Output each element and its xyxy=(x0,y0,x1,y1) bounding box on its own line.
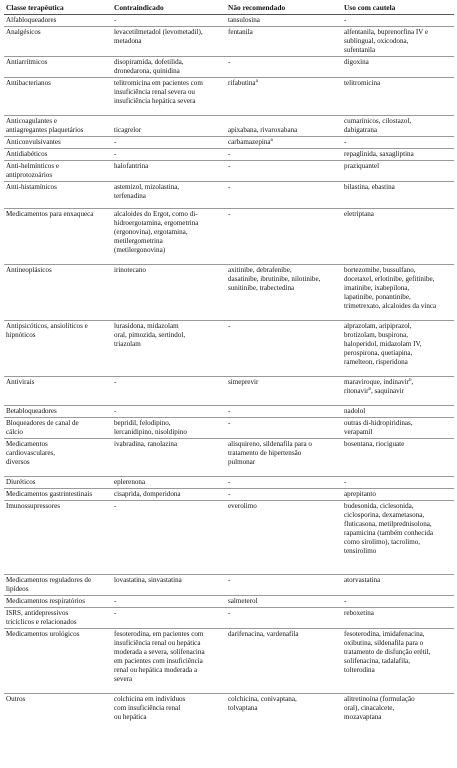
cell-text-line: diversos xyxy=(6,458,30,466)
cell-use-with-caution xyxy=(342,489,454,501)
cell-contraindicated xyxy=(112,608,226,629)
cell-text-line: severa xyxy=(114,675,133,683)
table-row xyxy=(4,57,454,78)
cell-text-line: - xyxy=(114,16,117,24)
cell-text-line: budesonida, ciclesonida, xyxy=(344,502,414,510)
cell-not-recommended xyxy=(226,596,342,608)
table-row xyxy=(4,116,454,137)
table-row xyxy=(4,489,454,501)
cell-text-line: oxibutina, sildenafila para o xyxy=(344,639,424,647)
cell-text-line: - xyxy=(114,407,117,415)
cell-text-line: fesoterodina, em pacientes com xyxy=(114,630,204,638)
table-row xyxy=(4,608,454,629)
cell-text-line: haloperidol, midazolam IV, xyxy=(344,340,422,348)
table-row xyxy=(4,149,454,161)
cell-contraindicated xyxy=(112,182,226,209)
cell-contraindicated xyxy=(112,15,226,27)
cell-text-line: bortezomibe, bussulfano, xyxy=(344,266,416,274)
cell-text-line: atorvastatina xyxy=(344,576,381,584)
cell-text-line: insuficiência renal severa ou xyxy=(114,88,195,96)
cell-contraindicated xyxy=(112,137,226,149)
cell-text-line: fesoterodina, imidafenacina, xyxy=(344,630,425,638)
header-use-with-caution: Uso com cautela xyxy=(342,2,454,15)
cell-text-line: Anti-helmínticos e xyxy=(6,162,59,170)
table-row xyxy=(4,439,454,477)
cell-therapeutic-class xyxy=(4,608,112,629)
cell-contraindicated xyxy=(112,321,226,377)
cell-text-line: reboxetina xyxy=(344,609,374,617)
cell-text-line: oral, pimozida, sertindol, xyxy=(114,331,186,339)
table-row xyxy=(4,501,454,575)
cell-therapeutic-class xyxy=(4,15,112,27)
cell-use-with-caution xyxy=(342,15,454,27)
cell-text-line: antiagregantes plaquetários xyxy=(6,126,84,134)
cell-text-line: simeprevir xyxy=(228,378,259,386)
table-row xyxy=(4,418,454,439)
cell-use-with-caution xyxy=(342,265,454,321)
cell-contraindicated xyxy=(112,501,226,575)
cell-therapeutic-class xyxy=(4,575,112,596)
cell-therapeutic-class xyxy=(4,149,112,161)
cell-text-line: everolimo xyxy=(228,502,257,510)
cell-text-line: oral), cinacalcete, xyxy=(344,704,395,712)
cell-not-recommended xyxy=(226,161,342,182)
cell-text-line: - xyxy=(228,210,231,218)
cell-not-recommended xyxy=(226,137,342,149)
cell-contraindicated xyxy=(112,149,226,161)
cell-use-with-caution xyxy=(342,116,454,137)
cell-not-recommended xyxy=(226,377,342,406)
cell-contraindicated xyxy=(112,418,226,439)
cell-text-line: Antineoplásicos xyxy=(6,266,52,274)
cell-text-line: verapamil xyxy=(344,428,373,436)
cell-text-line: Medicamentos xyxy=(6,440,48,448)
cell-text-line: carbamazepina$^a$ xyxy=(228,138,273,146)
cell-therapeutic-class xyxy=(4,116,112,137)
cell-text-line: Medicamentos para enxaqueca xyxy=(6,210,94,218)
cell-not-recommended xyxy=(226,418,342,439)
cell-therapeutic-class xyxy=(4,137,112,149)
cell-text-line: halofantrina xyxy=(114,162,149,170)
cell-text-line: colchicina, conivaptana, xyxy=(228,695,297,703)
cell-text-line: ivabradina, ranolazina xyxy=(114,440,178,448)
cell-text-line: - xyxy=(344,478,347,486)
cell-text-line: cardiovasculares, xyxy=(6,449,56,457)
cell-text-line: Anticoagulantes e xyxy=(6,117,58,125)
cell-text-line: - xyxy=(114,609,117,617)
cell-text-line: Antidiabéticos xyxy=(6,150,48,158)
cell-text-line: eplerenona xyxy=(114,478,146,486)
cell-text-line: alcaloides do Ergot, como di- xyxy=(114,210,198,218)
cell-therapeutic-class xyxy=(4,78,112,116)
cell-use-with-caution xyxy=(342,418,454,439)
cell-text-line: com insuficiência renal xyxy=(114,704,181,712)
cell-text-line: telitromicina em pacientes com xyxy=(114,79,203,87)
cell-text-line: - xyxy=(344,138,347,146)
cell-text-line: levacetilmetadol (levometadil), xyxy=(114,28,203,36)
cell-use-with-caution xyxy=(342,596,454,608)
cell-text-line: praziquantel xyxy=(344,162,380,170)
cell-text-line: lurasidona, midazolam xyxy=(114,322,179,330)
cell-therapeutic-class xyxy=(4,418,112,439)
cell-not-recommended xyxy=(226,182,342,209)
cell-text-line: imatinibe, ixabepilona, xyxy=(344,284,410,292)
cell-not-recommended xyxy=(226,406,342,418)
cell-use-with-caution xyxy=(342,321,454,377)
cell-text-line: Medicamentos reguladores de xyxy=(6,576,92,584)
cell-contraindicated xyxy=(112,377,226,406)
cell-text-line: - xyxy=(344,597,347,605)
cell-use-with-caution xyxy=(342,608,454,629)
cell-text-line: dabigatrana xyxy=(344,126,378,134)
cell-text-line: - xyxy=(114,150,117,158)
cell-text-line: sunitinibe, trabectedina xyxy=(228,284,295,292)
cell-contraindicated xyxy=(112,439,226,477)
cell-contraindicated xyxy=(112,406,226,418)
cell-text-line: eletriptana xyxy=(344,210,374,218)
cell-not-recommended xyxy=(226,501,342,575)
table-row xyxy=(4,575,454,596)
table-row xyxy=(4,27,454,57)
footnote-marker: a xyxy=(270,138,273,143)
cell-text-line: astemizol, mizolastina, xyxy=(114,183,180,191)
cell-text-line: telitromicina xyxy=(344,79,381,87)
cell-therapeutic-class xyxy=(4,596,112,608)
cell-text-line: moderada a severa, solifenacina xyxy=(114,648,205,656)
cell-text-line: hidroergotamina, ergometrina xyxy=(114,219,199,227)
footnote-marker: b xyxy=(368,387,371,392)
cell-text-line: trimetrexato, alcaloides da vinca xyxy=(344,302,437,310)
cell-not-recommended xyxy=(226,78,342,116)
cell-use-with-caution xyxy=(342,182,454,209)
cell-therapeutic-class xyxy=(4,27,112,57)
cell-text-line: - xyxy=(228,322,231,330)
cell-use-with-caution xyxy=(342,501,454,575)
cell-text-line: como sirolimo), tacrolimo, xyxy=(344,538,421,546)
cell-text-line: Medicamentos gastrintestinais xyxy=(6,490,93,498)
cell-text-line: - xyxy=(114,378,117,386)
cell-therapeutic-class xyxy=(4,377,112,406)
cell-text-line: cisaprida, domperidona xyxy=(114,490,181,498)
cell-use-with-caution xyxy=(342,161,454,182)
cell-text-line: darifenacina, vardenafila xyxy=(228,630,299,638)
cell-not-recommended xyxy=(226,15,342,27)
cell-text-line xyxy=(228,117,340,126)
cell-text-line: cálcio xyxy=(6,428,23,436)
cell-text-line: Anti-histamínicos xyxy=(6,183,57,191)
cell-text-line: Antibacterianos xyxy=(6,79,51,87)
cell-therapeutic-class xyxy=(4,694,112,732)
cell-text-line: rapamicina (também conhecida xyxy=(344,529,434,537)
cell-contraindicated xyxy=(112,57,226,78)
cell-not-recommended xyxy=(226,575,342,596)
cell-text-line: - xyxy=(228,183,231,191)
cell-therapeutic-class xyxy=(4,209,112,265)
cell-text-line: (ergonovina), ergotamina, xyxy=(114,228,188,236)
cell-text-line: - xyxy=(228,478,231,486)
cell-text-line: Antipsicóticos, ansiolíticos e xyxy=(6,322,88,330)
cell-text-line: - xyxy=(114,597,117,605)
cell-text-line: terfenadina xyxy=(114,192,146,200)
cell-text-line: Medicamentos respiratórios xyxy=(6,597,85,605)
cell-text-line: - xyxy=(228,576,231,584)
header-not-recommended: Não recomendado xyxy=(226,2,342,15)
cell-not-recommended xyxy=(226,608,342,629)
cell-use-with-caution xyxy=(342,439,454,477)
cell-text-line: Antiarrítmicos xyxy=(6,58,48,66)
cell-text-line: bosentana, riociguate xyxy=(344,440,405,448)
cell-text-line: solifenacina, tadalafila, xyxy=(344,657,410,665)
cell-not-recommended xyxy=(226,116,342,137)
cell-contraindicated xyxy=(112,694,226,732)
cell-text-line: Imunossupressores xyxy=(6,502,60,510)
cell-use-with-caution xyxy=(342,477,454,489)
cell-text-line: outras di-hidropiridinas, xyxy=(344,419,413,427)
cell-text-line: alfentanila, buprenorfina IV e xyxy=(344,28,429,36)
cell-not-recommended xyxy=(226,27,342,57)
cell-text-line: triazolam xyxy=(114,340,141,348)
cell-text-line: salmeterol xyxy=(228,597,258,605)
cell-contraindicated xyxy=(112,116,226,137)
cell-text-line: ramelteon, risperidona xyxy=(344,358,408,366)
cell-therapeutic-class xyxy=(4,439,112,477)
cell-text-line: irinotecano xyxy=(114,266,146,274)
header-contraindicated: Contraindicado xyxy=(112,2,226,15)
cell-text-line: ticagrelor xyxy=(114,126,142,134)
cell-text-line: hipnóticos xyxy=(6,331,36,339)
cell-text-line: Outros xyxy=(6,695,26,703)
cell-use-with-caution xyxy=(342,575,454,596)
cell-contraindicated xyxy=(112,209,226,265)
cell-text-line: fentanila xyxy=(228,28,253,36)
cell-text-line: ou hepática xyxy=(114,713,147,721)
cell-text-line: tolvaptana xyxy=(228,704,258,712)
cell-therapeutic-class xyxy=(4,489,112,501)
cell-contraindicated xyxy=(112,596,226,608)
cell-not-recommended xyxy=(226,489,342,501)
cell-text-line: nadolol xyxy=(344,407,366,415)
cell-text-line: lovastatina, sinvastatina xyxy=(114,576,182,584)
cell-text-line: bepridil, felodipino, xyxy=(114,419,171,427)
table-row xyxy=(4,78,454,116)
cell-text-line: rifabutina$^a$ xyxy=(228,79,258,87)
cell-text-line: Medicamentos urológicos xyxy=(6,630,80,638)
cell-text-line: perospirona, quetiapina, xyxy=(344,349,413,357)
cell-not-recommended xyxy=(226,439,342,477)
cell-text-line: pulmonar xyxy=(228,458,256,466)
cell-text-line: - xyxy=(344,16,347,24)
cell-text-line: - xyxy=(228,58,231,66)
cell-contraindicated xyxy=(112,575,226,596)
cell-therapeutic-class xyxy=(4,501,112,575)
table-row xyxy=(4,406,454,418)
cell-text-line: digoxina xyxy=(344,58,369,66)
cell-text-line: insuficiência renal ou hepática xyxy=(114,639,201,647)
cell-therapeutic-class xyxy=(4,406,112,418)
cell-text-line: alprazolam, aripiprazol, xyxy=(344,322,412,330)
cell-text-line: Alfabloqueadores xyxy=(6,16,57,24)
cell-not-recommended xyxy=(226,57,342,78)
cell-text-line: mozavaptana xyxy=(344,713,382,721)
cell-use-with-caution xyxy=(342,694,454,732)
cell-text-line: maraviroque, indinavir$^b$, xyxy=(344,378,414,386)
cell-therapeutic-class xyxy=(4,321,112,377)
cell-therapeutic-class xyxy=(4,629,112,694)
cell-not-recommended xyxy=(226,209,342,265)
cell-text-line: apixabana, rivaroxabana xyxy=(228,126,298,134)
cell-text-line: metilergometrina xyxy=(114,237,163,245)
cell-text-line: Antivirais xyxy=(6,378,35,386)
cell-use-with-caution xyxy=(342,209,454,265)
cell-contraindicated xyxy=(112,265,226,321)
cell-contraindicated xyxy=(112,27,226,57)
cell-therapeutic-class xyxy=(4,57,112,78)
cell-text-line: tricíclicos e relacionados xyxy=(6,618,77,626)
cell-text-line: - xyxy=(228,162,231,170)
cell-contraindicated xyxy=(112,489,226,501)
cell-text-line: - xyxy=(228,490,231,498)
cell-text-line: sublingual, oxicodona, xyxy=(344,37,409,45)
cell-use-with-caution xyxy=(342,57,454,78)
cell-text-line: - xyxy=(228,419,231,427)
cell-text-line: tratamento de disfunção erétil, xyxy=(344,648,431,656)
cell-text-line: repaglinida, saxagliptina xyxy=(344,150,414,158)
cell-text-line: tratamento de hipertensão xyxy=(228,449,302,457)
table-row xyxy=(4,209,454,265)
cell-not-recommended xyxy=(226,629,342,694)
cell-use-with-caution xyxy=(342,149,454,161)
table-row xyxy=(4,321,454,377)
cell-text-line: disopiramida, dofetilida, xyxy=(114,58,184,66)
cell-not-recommended xyxy=(226,149,342,161)
cell-text-line: tansulosina xyxy=(228,16,260,24)
cell-text-line: colchicina em indivíduos xyxy=(114,695,186,703)
cell-therapeutic-class xyxy=(4,161,112,182)
table-row xyxy=(4,477,454,489)
cell-text-line: antiprotozoários xyxy=(6,171,53,179)
footnote-marker: b xyxy=(409,378,412,383)
cell-contraindicated xyxy=(112,477,226,489)
cell-not-recommended xyxy=(226,321,342,377)
cell-contraindicated xyxy=(112,161,226,182)
table-header-row xyxy=(4,2,454,15)
cell-text-line: em pacientes com insuficiência xyxy=(114,657,203,665)
cell-use-with-caution xyxy=(342,629,454,694)
cell-use-with-caution xyxy=(342,406,454,418)
cell-text-line: Bloqueadores de canal de xyxy=(6,419,79,427)
table-row xyxy=(4,161,454,182)
cell-text-line: Analgésicos xyxy=(6,28,41,36)
cell-therapeutic-class xyxy=(4,265,112,321)
cell-text-line: axitinibe, debrafenibe, xyxy=(228,266,292,274)
table-row xyxy=(4,596,454,608)
cell-text-line: docetaxel, erlotinibe, gefitinibe, xyxy=(344,275,435,283)
cell-not-recommended xyxy=(226,265,342,321)
table-row xyxy=(4,377,454,406)
cell-use-with-caution xyxy=(342,78,454,116)
cell-text-line: dronedarona, quinidina xyxy=(114,67,180,75)
cell-text-line: Anticonvulsivantes xyxy=(6,138,61,146)
cell-text-line: - xyxy=(228,609,231,617)
cell-text-line: ISRS, antidepressivos xyxy=(6,609,69,617)
cell-text-line xyxy=(114,117,224,126)
table-body xyxy=(4,15,454,732)
cell-text-line: tensirolimo xyxy=(344,547,377,555)
cell-text-line: ciclosporina, dexametasona, xyxy=(344,511,425,519)
cell-text-line: lercanidipino, nisoldipino xyxy=(114,428,187,436)
cell-text-line: brotizolam, buspirona, xyxy=(344,331,409,339)
cell-text-line: cumarínicos, cilostazol, xyxy=(344,117,412,125)
cell-text-line: aprepitanto xyxy=(344,490,376,498)
cell-use-with-caution xyxy=(342,377,454,406)
cell-text-line: lipídeos xyxy=(6,585,29,593)
cell-text-line: insuficiência hepática severa xyxy=(114,97,196,105)
cell-text-line: Betabloqueadores xyxy=(6,407,57,415)
cell-text-line: - xyxy=(228,150,231,158)
cell-text-line: metadona xyxy=(114,37,142,45)
cell-text-line: fluticasona, metilprednisolona, xyxy=(344,520,432,528)
cell-text-line: lapatinibe, ponantinibe, xyxy=(344,293,411,301)
cell-therapeutic-class xyxy=(4,477,112,489)
cell-not-recommended xyxy=(226,477,342,489)
cell-therapeutic-class xyxy=(4,182,112,209)
document xyxy=(4,2,454,732)
table-row xyxy=(4,137,454,149)
cell-text-line: (metilergonovina) xyxy=(114,246,166,254)
cell-text-line: alisquireno, sildenafila para o xyxy=(228,440,312,448)
cell-not-recommended xyxy=(226,694,342,732)
cell-contraindicated xyxy=(112,629,226,694)
table-row xyxy=(4,15,454,27)
cell-text-line: - xyxy=(114,138,117,146)
cell-text-line: renal ou hepática moderada a xyxy=(114,666,198,674)
cell-text-line: tolterodina xyxy=(344,666,375,674)
drug-interaction-table xyxy=(4,2,454,732)
cell-text-line: alitretinoína (formulação xyxy=(344,695,415,703)
header-therapeutic-class: Classe terapêutica xyxy=(4,2,112,15)
cell-use-with-caution xyxy=(342,27,454,57)
footnote-marker: a xyxy=(255,79,258,84)
cell-text-line: - xyxy=(114,502,117,510)
cell-text-line: bilastina, ebastina xyxy=(344,183,395,191)
cell-text-line: - xyxy=(228,407,231,415)
cell-use-with-caution xyxy=(342,137,454,149)
table-row xyxy=(4,694,454,732)
cell-text-line: dasatinibe, ibrutinibe, nilotinibe, xyxy=(228,275,321,283)
cell-text-line: sufentanila xyxy=(344,46,376,54)
cell-text-line: Diuréticos xyxy=(6,478,36,486)
table-row xyxy=(4,629,454,694)
cell-contraindicated xyxy=(112,78,226,116)
table-row xyxy=(4,265,454,321)
cell-text-line: ritonavir$^b$, saquinavir xyxy=(344,387,405,395)
table-row xyxy=(4,182,454,209)
